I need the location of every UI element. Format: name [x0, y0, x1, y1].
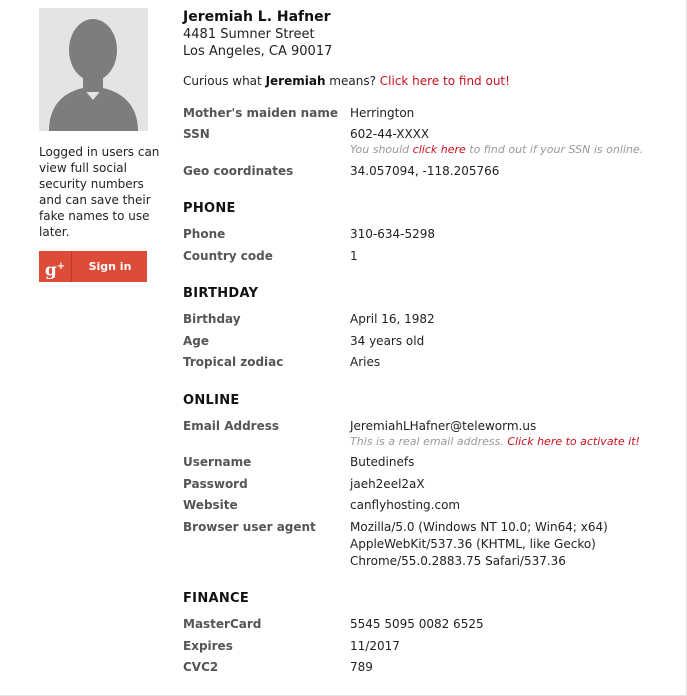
name-meaning-link[interactable]: Click here to find out! [379, 74, 510, 88]
google-plus-icon: g+ [39, 251, 72, 282]
expires-value: 11/2017 [350, 639, 400, 653]
country-code-label: Country code [183, 249, 273, 263]
name-meaning-line [183, 73, 673, 89]
birthday-value: April 16, 1982 [350, 312, 435, 326]
website-value: canflyhosting.com [350, 498, 461, 512]
country-code-value: 1 [350, 249, 358, 263]
password-value: jaeh2eel2aX [350, 477, 425, 491]
online-heading: ONLINE [183, 393, 240, 408]
zodiac-label: Tropical zodiac [183, 355, 284, 369]
person-name: Jeremiah L. Hafner [183, 9, 331, 25]
street-address: 4481 Sumner Street [183, 27, 315, 42]
city-line: Los Angeles, CA 90017 [183, 44, 333, 59]
birthday-label: Birthday [183, 312, 241, 326]
expires-label: Expires [183, 639, 233, 653]
user-agent-line-2: AppleWebKit/537.36 (KHTML, like Gecko) [350, 537, 596, 551]
login-info-text: Logged in users can view full social security numbers and can save their fake names to use later. [39, 145, 160, 239]
card-label: MasterCard [183, 617, 262, 631]
email-value: JeremiahLHafner@teleworm.us [350, 419, 537, 433]
sidebar [39, 8, 164, 282]
username-label: Username [183, 455, 252, 469]
age-label: Age [183, 334, 210, 348]
ssn-check-link[interactable]: click here [412, 143, 466, 156]
card-number-value: 5545 5095 0082 6525 [350, 617, 484, 631]
email-note-prefix: This is a real email address. [350, 435, 508, 448]
cvc-value: 789 [350, 660, 373, 674]
user-agent-line-1: Mozilla/5.0 (Windows NT 10.0; Win64; x64) [350, 520, 608, 534]
maiden-name-label: Mother's maiden name [183, 106, 338, 120]
ssn-note-prefix: You should [350, 143, 413, 156]
ssn-value: 602-44-XXXX [350, 127, 430, 141]
phone-heading: PHONE [183, 201, 236, 216]
age-value: 34 years old [350, 334, 425, 348]
ssn-label: SSN [183, 127, 210, 141]
first-name: Jeremiah [265, 74, 326, 88]
user-agent-label: Browser user agent [183, 520, 316, 534]
curious-prefix: Curious what [183, 74, 266, 88]
geo-label: Geo coordinates [183, 164, 294, 178]
person-silhouette-icon [39, 8, 148, 131]
ssn-note-suffix: to find out if your SSN is online. [465, 143, 644, 156]
user-agent-line-3: Chrome/55.0.2883.75 Safari/537.36 [350, 554, 566, 568]
curious-mid: means? [325, 74, 380, 88]
phone-value: 310-634-5298 [350, 227, 436, 241]
birthday-heading: BIRTHDAY [183, 286, 259, 301]
username-value: Butedinefs [350, 455, 415, 469]
activate-email-link[interactable]: Click here to activate it! [507, 435, 640, 448]
finance-heading: FINANCE [183, 591, 250, 606]
website-label: Website [183, 498, 238, 512]
google-signin-button[interactable] [39, 251, 147, 282]
avatar [39, 8, 148, 131]
ssn-note [350, 143, 643, 157]
email-label: Email Address [183, 419, 280, 433]
cvc-label: CVC2 [183, 660, 219, 674]
identity-panel [183, 8, 673, 674]
zodiac-value: Aries [350, 355, 381, 369]
email-note [350, 435, 640, 449]
phone-label: Phone [183, 227, 226, 241]
signin-label: Sign in [88, 260, 132, 273]
maiden-name-value: Herrington [350, 106, 415, 120]
password-label: Password [183, 477, 248, 491]
geo-value-link[interactable]: 34.057094, -118.205766 [350, 164, 500, 178]
